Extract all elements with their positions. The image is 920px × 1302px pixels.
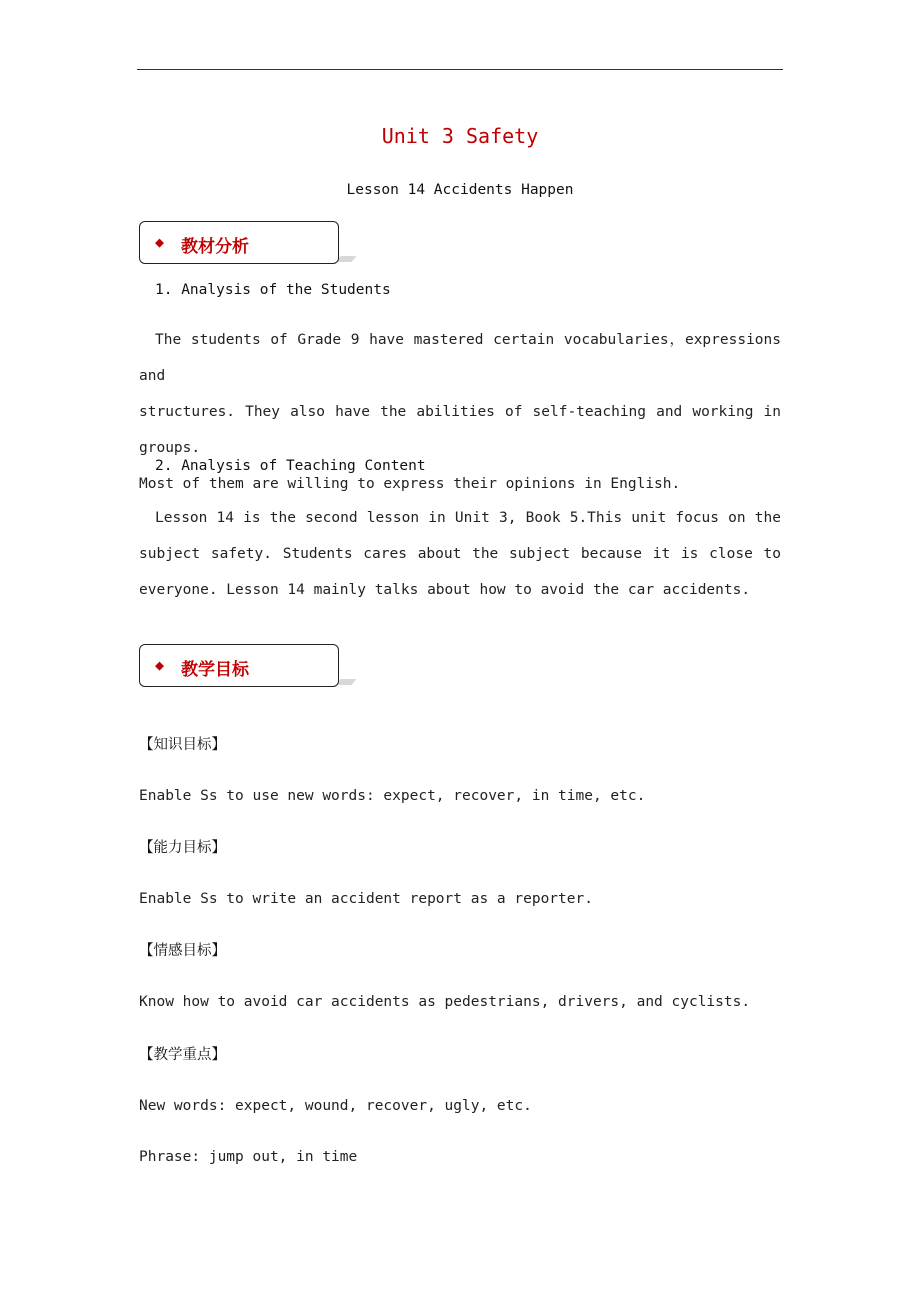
tag-ability-goal: 【能力目标】: [139, 840, 226, 856]
diamond-icon: ◆: [155, 233, 165, 251]
tag-emotion-goal: 【情感目标】: [139, 943, 226, 959]
paragraph-line: everyone. Lesson 14 mainly talks about how to avoid the car accidents.: [139, 582, 751, 598]
text-key-words: New words: expect, wound, recover, ugly, etc.: [139, 1098, 532, 1114]
tag-key-points: 【教学重点】: [139, 1047, 226, 1063]
page-title: Unit 3 Safety: [381, 124, 539, 148]
paragraph-line: Lesson 14 is the second lesson in Unit 3, Book 5.This unit focus on the: [155, 510, 781, 526]
text-emotion-goal: Know how to avoid car accidents as pedestrians, drivers, and cyclists.: [139, 994, 751, 1010]
header-rule: [137, 69, 783, 70]
paragraph-content: [139, 500, 781, 608]
section-label: 教学目标: [181, 660, 249, 680]
text-key-phrases: Phrase: jump out, in time: [139, 1149, 358, 1165]
heading-analysis-content: 2. Analysis of Teaching Content: [155, 458, 426, 474]
paragraph-line: Most of them are willing to express their opinions in English.: [139, 476, 681, 492]
paragraph-line: The students of Grade 9 have mastered certain vocabularies，expressions and: [139, 332, 781, 384]
lesson-subtitle: Lesson 14 Accidents Happen: [346, 182, 574, 198]
paragraph-line: subject safety. Students cares about the subject because it is close to: [139, 546, 781, 562]
section-header-analysis: [139, 221, 339, 264]
section-header-objectives: [139, 644, 339, 687]
paragraph-line: structures. They also have the abilities of self-teaching and working in groups.: [139, 404, 781, 456]
diamond-icon: ◆: [155, 656, 165, 674]
text-knowledge-goal: Enable Ss to use new words: expect, recover, in time, etc.: [139, 788, 646, 804]
text-ability-goal: Enable Ss to write an accident report as a reporter.: [139, 891, 593, 907]
tag-knowledge-goal: 【知识目标】: [139, 737, 226, 753]
paragraph-students: [139, 322, 781, 502]
heading-analysis-students: 1. Analysis of the Students: [155, 282, 391, 298]
section-label: 教材分析: [181, 237, 249, 257]
